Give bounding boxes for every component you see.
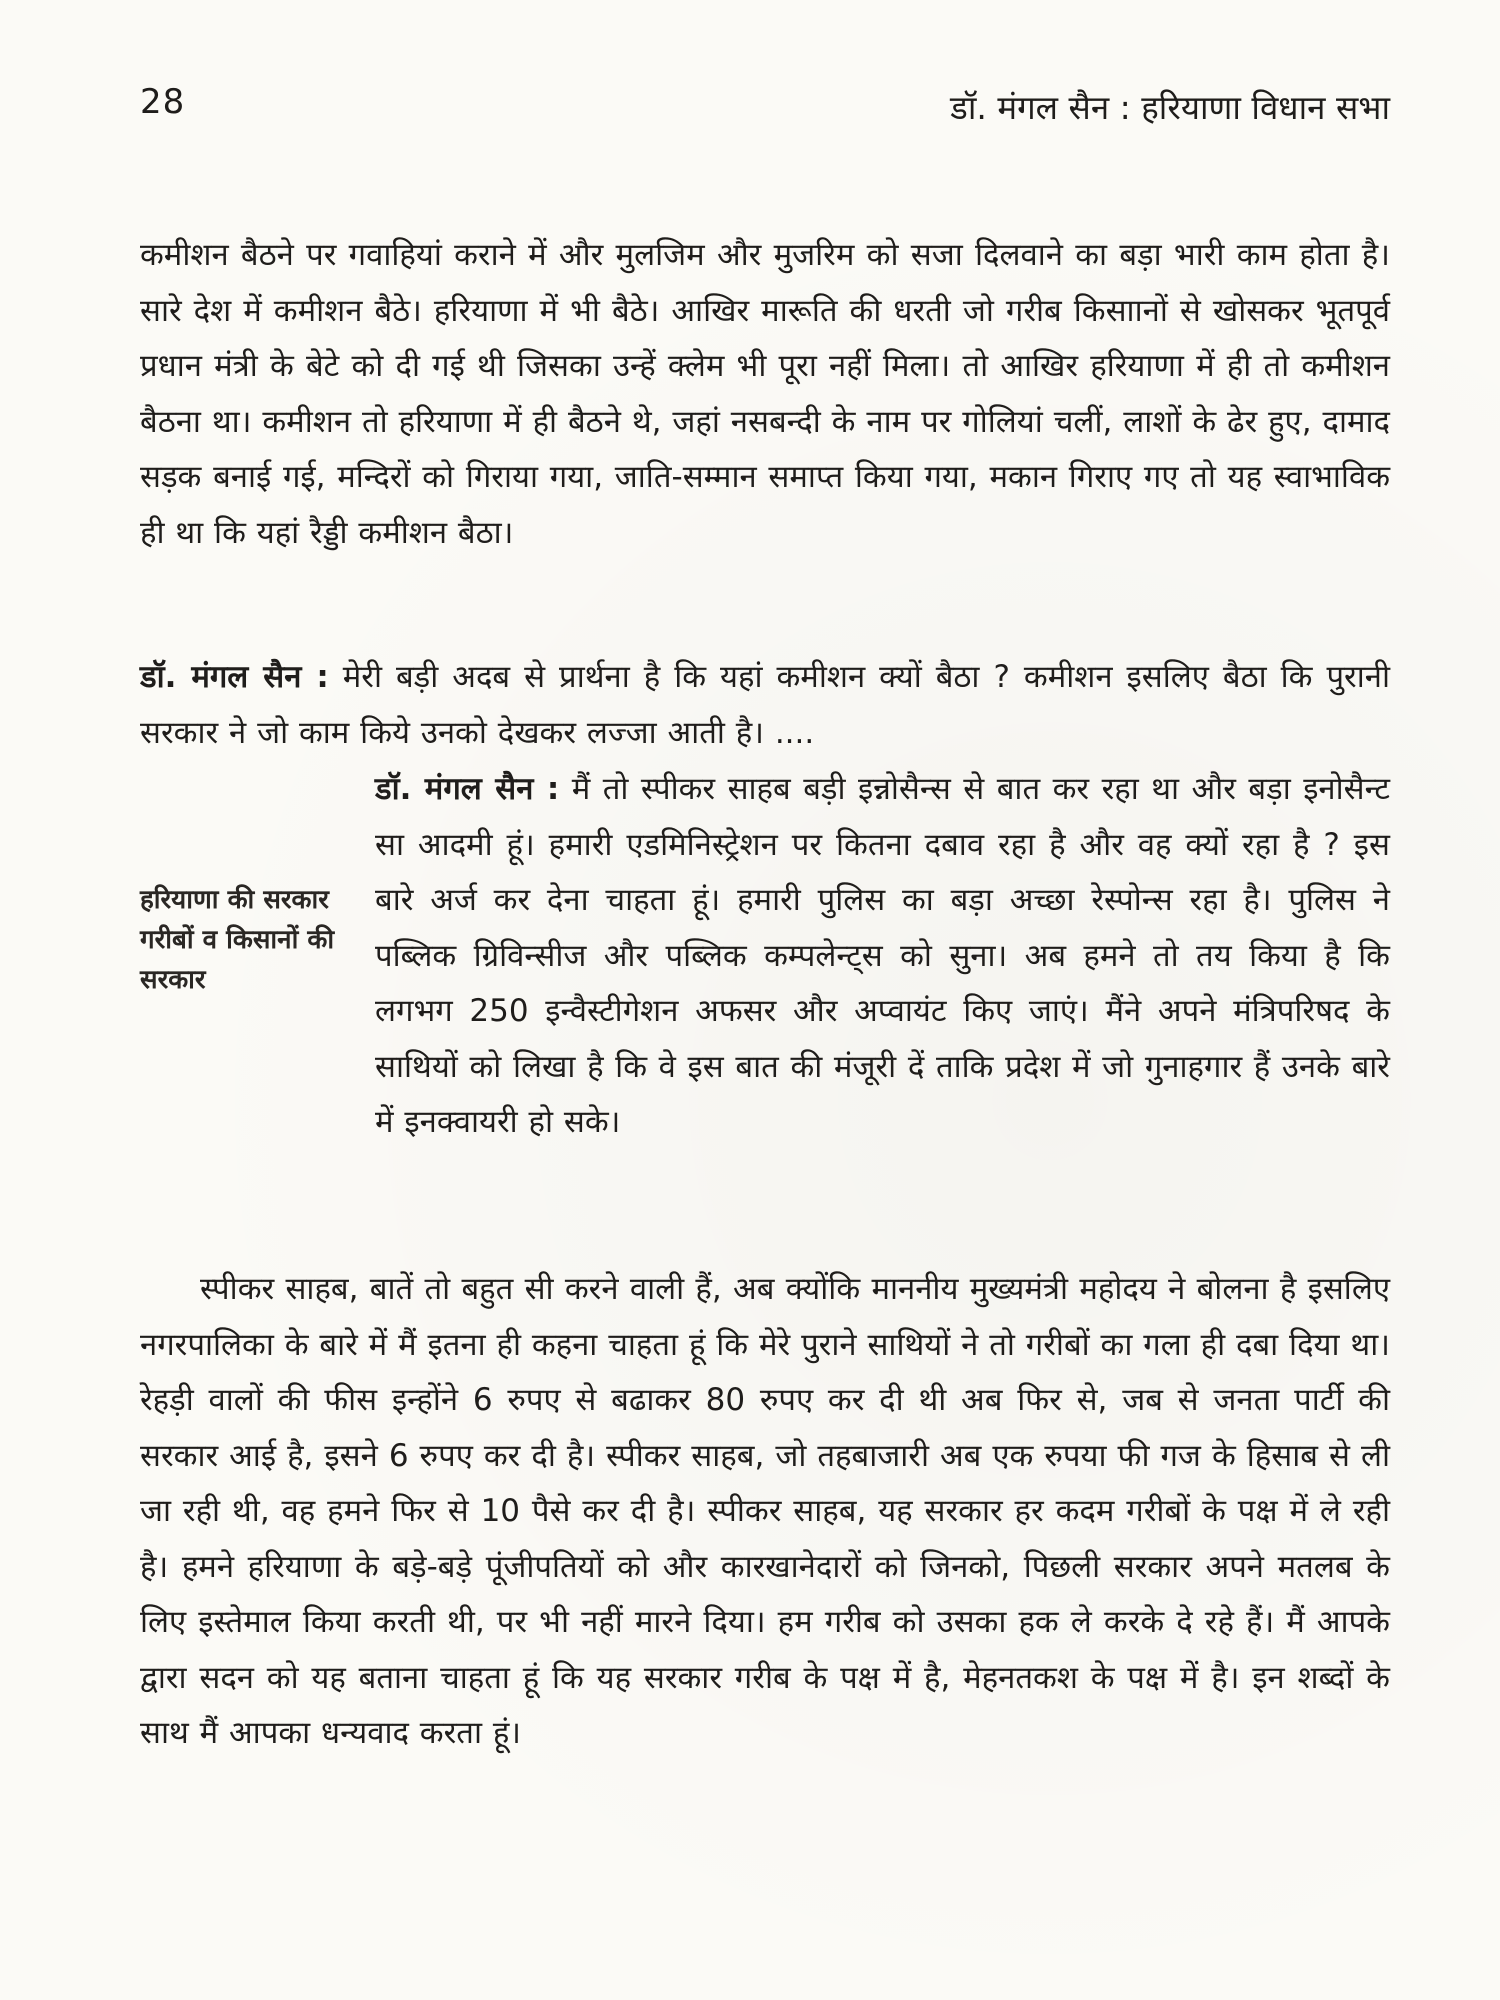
speaker-name: डॉ. मंगल सैन :: [375, 771, 560, 807]
body-paragraph-1: कमीशन बैठने पर गवाहियां कराने में और मुलजिम और मुजरिम को सजा दिलवाने का बड़ा भारी काम होता है। सारे देश में कमीशन बैठे। हरियाणा में भी बैठे। आखिर मारूति की धरती जो गरीब किसाानों से खोसकर भूतपूर्व प्रधान मंत्री के बेटे को दी गई थी जिसका उन्हें क्लेम भी पूरा नहीं मिला। तो आखिर हरियाणा में ही तो कमीशन बैठना था। कमीशन तो हरियाणा में ही बैठने थे, जहां नसबन्दी के नाम पर गोलियां चलीं, लाशों के ढेर हुए, दामाद सड़क बनाई गई, मन्दिरों को गिराया गया, जाति-सम्मान समाप्त किया गया, मकान गिराए गए तो यह स्वाभाविक ही था कि यहां रैड्डी कमीशन बैठा।: [140, 237, 1390, 551]
speech-block-1: [140, 650, 1390, 761]
margin-note: हरियाणा की सरकार गरीबों व किसानों की सरकार: [140, 885, 335, 995]
page-number: 28: [140, 82, 186, 122]
speech-block-2: [375, 762, 1390, 1151]
speaker-name: डॉ. मंगल सैन :: [140, 659, 329, 695]
speech-text: मेरी बड़ी अदब से प्रार्थना है कि यहां कमीशन क्यों बैठा ? कमीशन इसलिए बैठा कि पुरानी सरकार ने जो काम किये उनको देखकर लज्जा आती है। ....: [140, 659, 1390, 751]
body-paragraph-3: स्पीकर साहब, बातें तो बहुत सी करने वाली हैं, अब क्योंकि माननीय मुख्यमंत्री महोदय ने बोलना है इसलिए नगरपालिका के बारे में मैं इतना ही कहना चाहता हूं कि मेरे पुराने साथियों ने तो गरीबों का गला ही दबा दिया था। रेहड़ी वालों की फीस इन्होंने 6 रुपए से बढाकर 80 रुपए कर दी थी अब फिर से, जब से जनता पार्टी की सरकार आई है, इसने 6 रुपए कर दी है। स्पीकर साहब, जो तहबाजारी अब एक रुपया फी गज के हिसाब से ली जा रही थी, वह हमने फिर से 10 पैसे कर दी है। स्पीकर साहब, यह सरकार हर कदम गरीबों के पक्ष में ले रही है। हमने हरियाणा के बड़े-बड़े पूंजीपतियों को और कारखानेदारों को जिनको, पिछली सरकार अपने मतलब के लिए इस्तेमाल किया करती थी, पर भी नहीं मारने दिया। हम गरीब को उसका हक ले करके दे रहे हैं। मैं आपके द्वारा सदन को यह बताना चाहता हूं कि यह सरकार गरीब के पक्ष में है, मेहनतकश के पक्ष में है। इन शब्दों के साथ मैं आपका धन्यवाद करता हूं।: [140, 1271, 1390, 1751]
speech-text: मैं तो स्पीकर साहब बड़ी इन्नोसैन्स से बात कर रहा था और बड़ा इनोसैन्ट सा आदमी हूं। हमारी एडमिनिस्ट्रेशन पर कितना दबाव रहा है और वह क्यों रहा है ? इस बारे अर्ज कर देना चाहता हूं। हमारी पुलिस का बड़ा अच्छा रेस्पोन्स रहा है। पुलिस ने पब्लिक ग्रिविन्सीज और पब्लिक कम्पलेन्ट्स को सुना। अब हमने तो तय किया है कि लगभग 250 इन्वैस्टीगेशन अफसर और अप्वायंट किए जाएं। मैंने अपने मंत्रिपरिषद के साथियों को लिखा है कि वे इस बात की मंजूरी दें ताकि प्रदेश में जो गुनाहगार हैं उनके बारे में इनक्वायरी हो सके।: [375, 771, 1390, 1140]
running-header-title: डॉ. मंगल सैन : हरियाणा विधान सभा: [950, 88, 1390, 127]
